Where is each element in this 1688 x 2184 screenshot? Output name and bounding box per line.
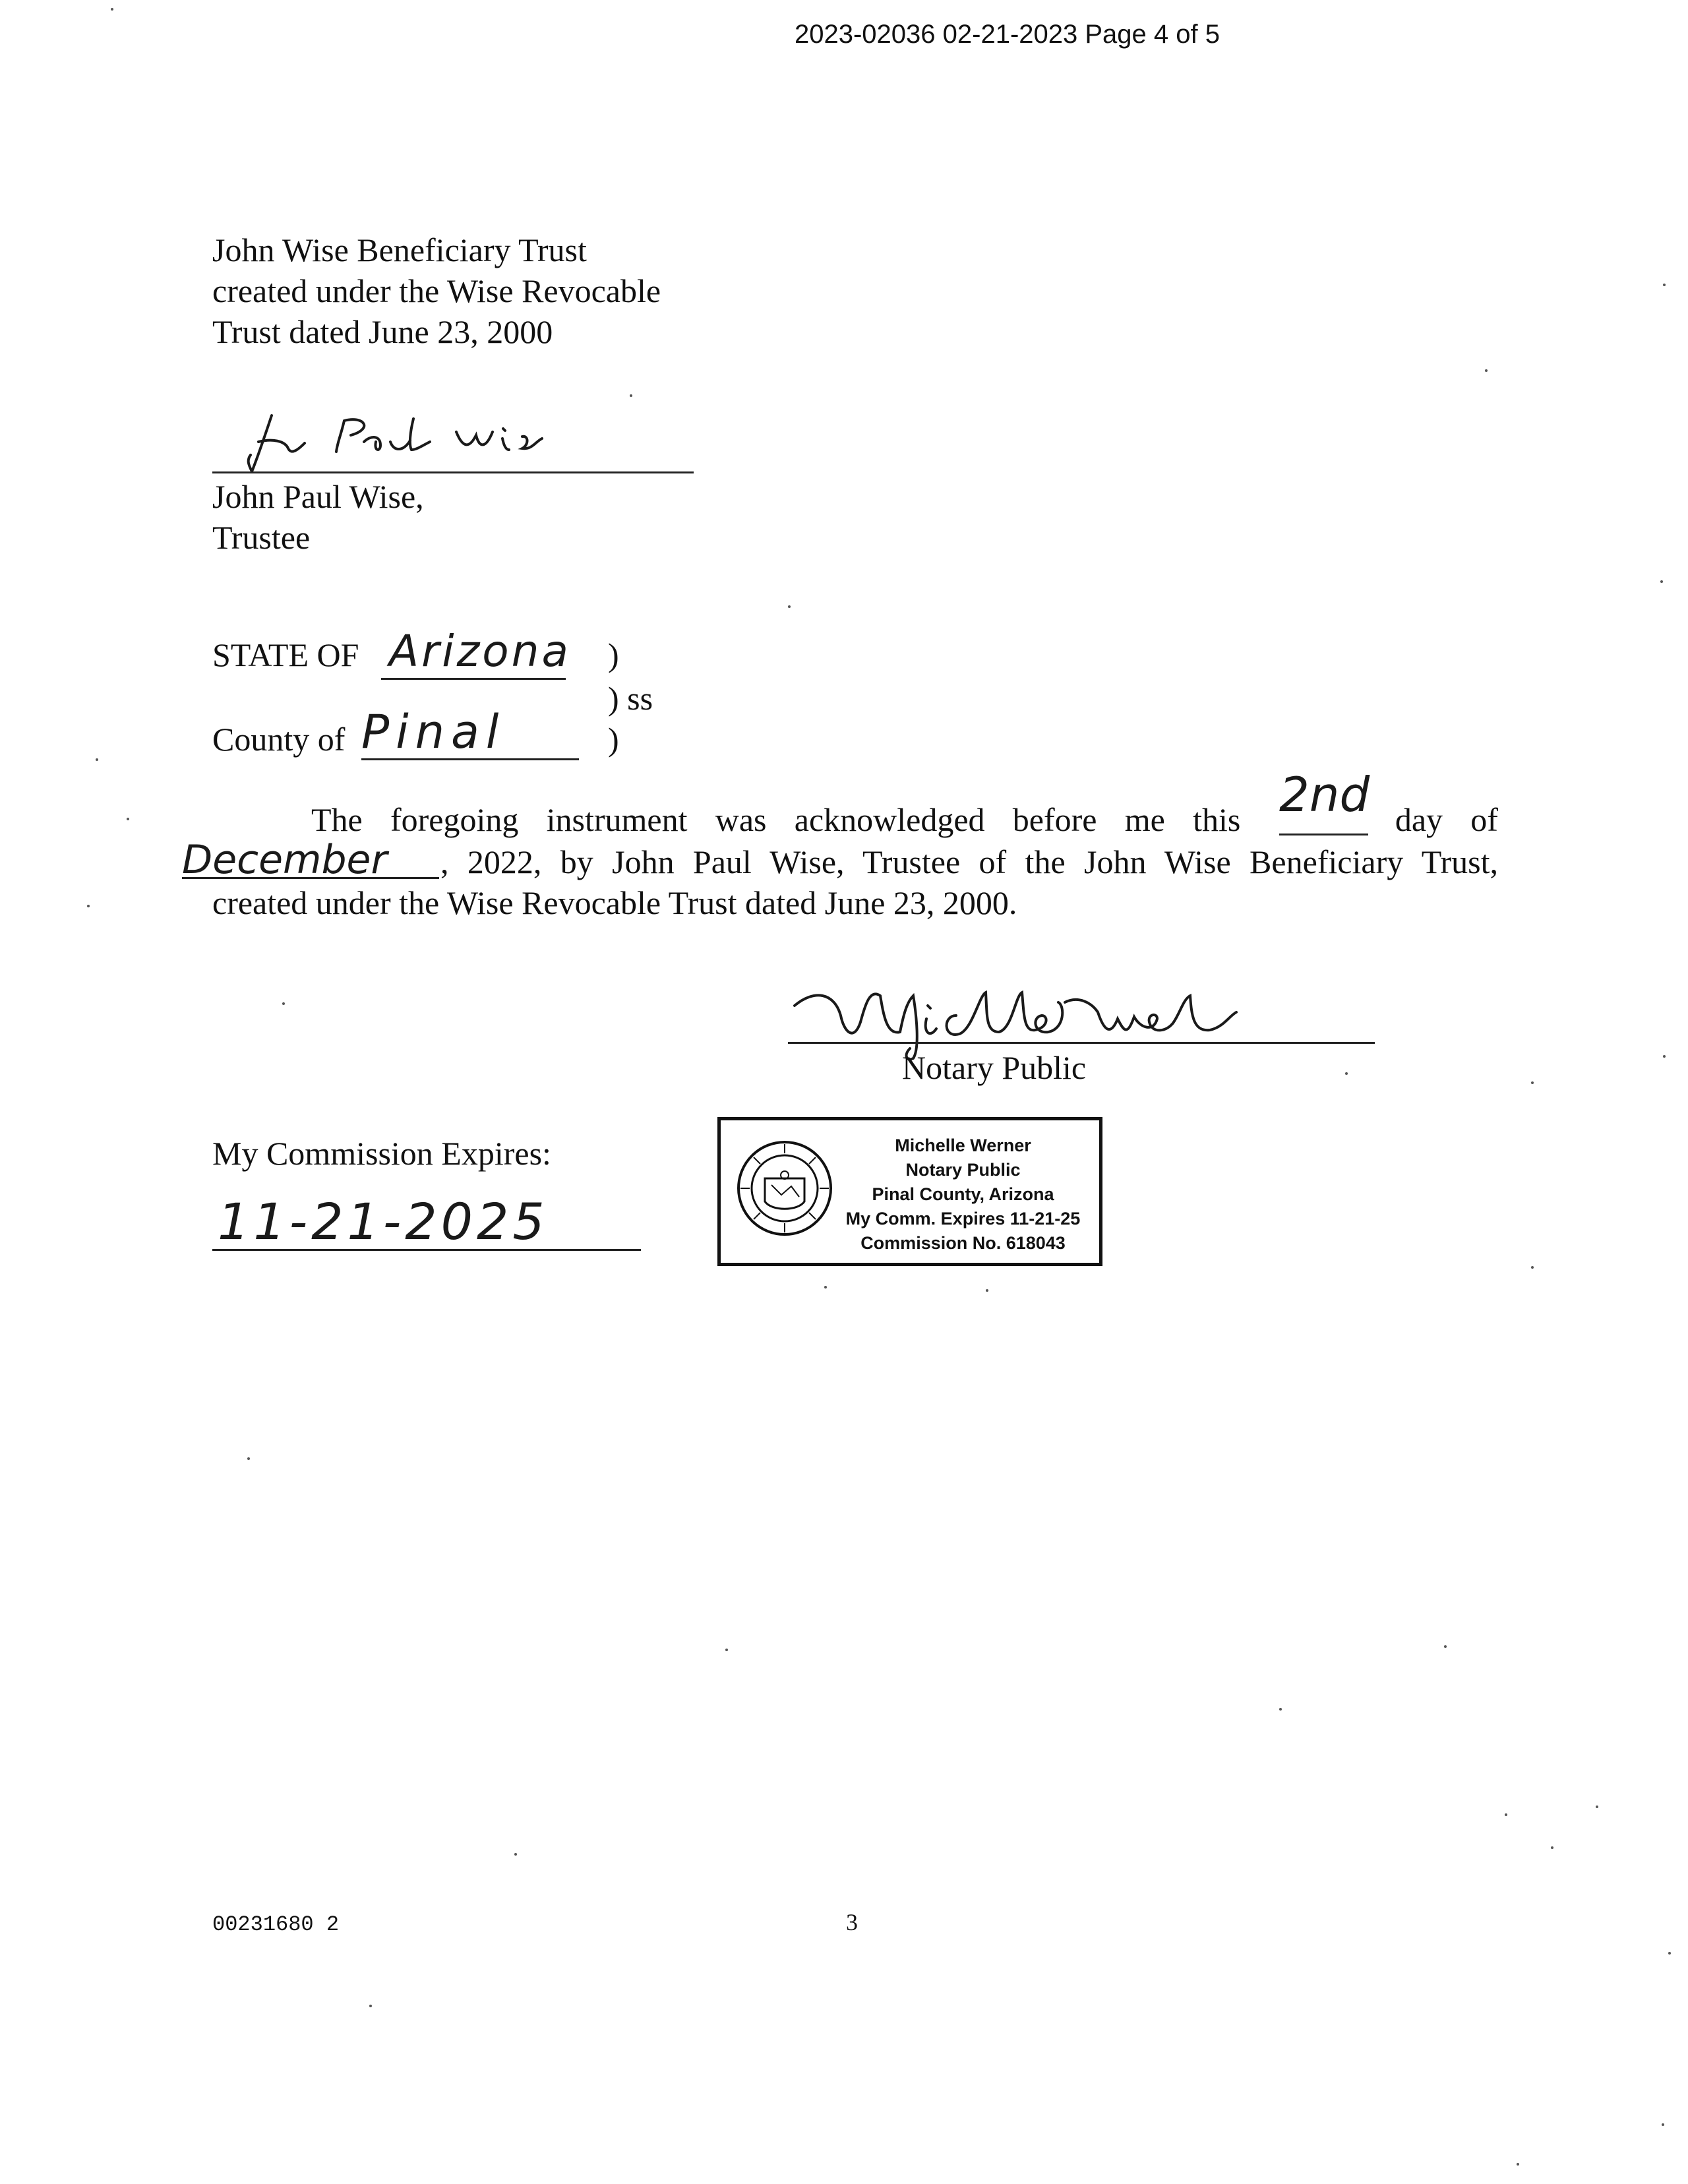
ack-word: acknowledged: [794, 801, 985, 838]
ack-word: me: [1124, 801, 1165, 838]
scan-speck: [1663, 1055, 1666, 1058]
notary-stamp: [717, 1117, 1102, 1266]
commission-date: 11-21-2025: [218, 1192, 549, 1251]
stamp-county: Pinal County, Arizona: [872, 1184, 1054, 1204]
month-value-line: [182, 877, 439, 879]
trust-line-1: John Wise Beneficiary Trust: [212, 231, 587, 268]
month-value: December: [182, 837, 388, 883]
scan-speck: [1505, 1813, 1507, 1816]
scan-speck: [986, 1289, 988, 1292]
state-label: STATE OF: [212, 636, 359, 673]
county-label: County of: [212, 721, 346, 758]
scan-speck: [824, 1286, 827, 1289]
state-value-line: [381, 678, 566, 680]
scan-speck: [725, 1649, 728, 1651]
notary-signature-line: [788, 1042, 1375, 1044]
acknowledgment-line-3: created under the Wise Revocable Trust dated June 23, 2000.: [212, 884, 1017, 921]
scan-speck: [1663, 284, 1666, 286]
ack-word: was: [715, 801, 767, 838]
ack-word: day: [1395, 801, 1443, 838]
trust-block: [212, 229, 661, 352]
ack-word: The: [311, 801, 363, 838]
commission-date-line: [212, 1249, 641, 1251]
scan-speck: [788, 605, 791, 608]
scan-speck: [1596, 1805, 1598, 1808]
ack-line-2-text: , 2022, by John Paul Wise, Trustee of the John Wise Beneficiary Trust,: [440, 843, 1498, 880]
trustee-signature-line: [212, 471, 694, 473]
trustee-signature-scribble: [212, 402, 694, 475]
acknowledgment-line-2: [440, 841, 1498, 882]
scan-speck: [247, 1457, 250, 1460]
scan-speck: [96, 758, 98, 761]
trustee-name: John Paul Wise,: [212, 478, 424, 515]
trust-line-2: created under the Wise Revocable: [212, 272, 661, 309]
stamp-expires: My Comm. Expires 11-21-25: [845, 1209, 1081, 1228]
scan-speck: [1531, 1266, 1534, 1269]
scan-speck: [1485, 369, 1488, 372]
ack-word: of: [1470, 801, 1498, 838]
ack-word: this: [1193, 801, 1241, 838]
venue-paren-2: ): [608, 721, 619, 758]
venue-paren-1: ): [608, 636, 619, 673]
ack-word: foregoing: [390, 801, 519, 838]
ack-word: before: [1012, 801, 1097, 838]
scan-speck: [1531, 1081, 1534, 1084]
page-number: 3: [846, 1909, 858, 1935]
recording-header: 2023-02036 02-21-2023 Page 4 of 5: [795, 20, 1220, 49]
trustee-name-block: [212, 476, 424, 558]
scan-speck: [630, 394, 632, 397]
stamp-commission-no: Commission No. 618043: [860, 1233, 1066, 1253]
scan-speck: [111, 8, 113, 11]
scan-speck: [1345, 1072, 1348, 1075]
scan-speck: [1517, 2163, 1519, 2166]
county-value: Pinal: [361, 705, 506, 759]
ack-word: instrument: [546, 801, 688, 838]
commission-label: My Commission Expires:: [212, 1135, 551, 1172]
scan-speck: [282, 1002, 285, 1005]
scan-speck: [87, 905, 90, 907]
scan-speck: [1660, 580, 1663, 583]
state-seal-icon: [735, 1139, 834, 1238]
county-value-line: [361, 758, 579, 760]
scan-speck: [514, 1853, 517, 1856]
venue-ss: ) ss: [608, 680, 653, 717]
stamp-text: [829, 1134, 1097, 1256]
stamp-title: Notary Public: [905, 1160, 1021, 1180]
scan-speck: [1444, 1645, 1447, 1648]
day-value: 2nd: [1279, 767, 1370, 822]
scan-speck: [1662, 2123, 1664, 2126]
day-value-line: [1279, 834, 1368, 835]
state-value: Arizona: [389, 626, 571, 677]
scan-speck: [1279, 1708, 1282, 1711]
scan-speck: [127, 818, 129, 820]
trustee-signature: [212, 402, 694, 475]
scan-speck: [1551, 1846, 1553, 1849]
document-id: 00231680 2: [212, 1912, 340, 1937]
stamp-name: Michelle Werner: [895, 1136, 1031, 1155]
scan-speck: [1668, 1952, 1671, 1955]
notary-title: Notary Public: [902, 1049, 1087, 1086]
trust-line-3: Trust dated June 23, 2000: [212, 313, 553, 350]
trustee-title: Trustee: [212, 519, 311, 556]
scan-speck: [369, 2005, 372, 2007]
